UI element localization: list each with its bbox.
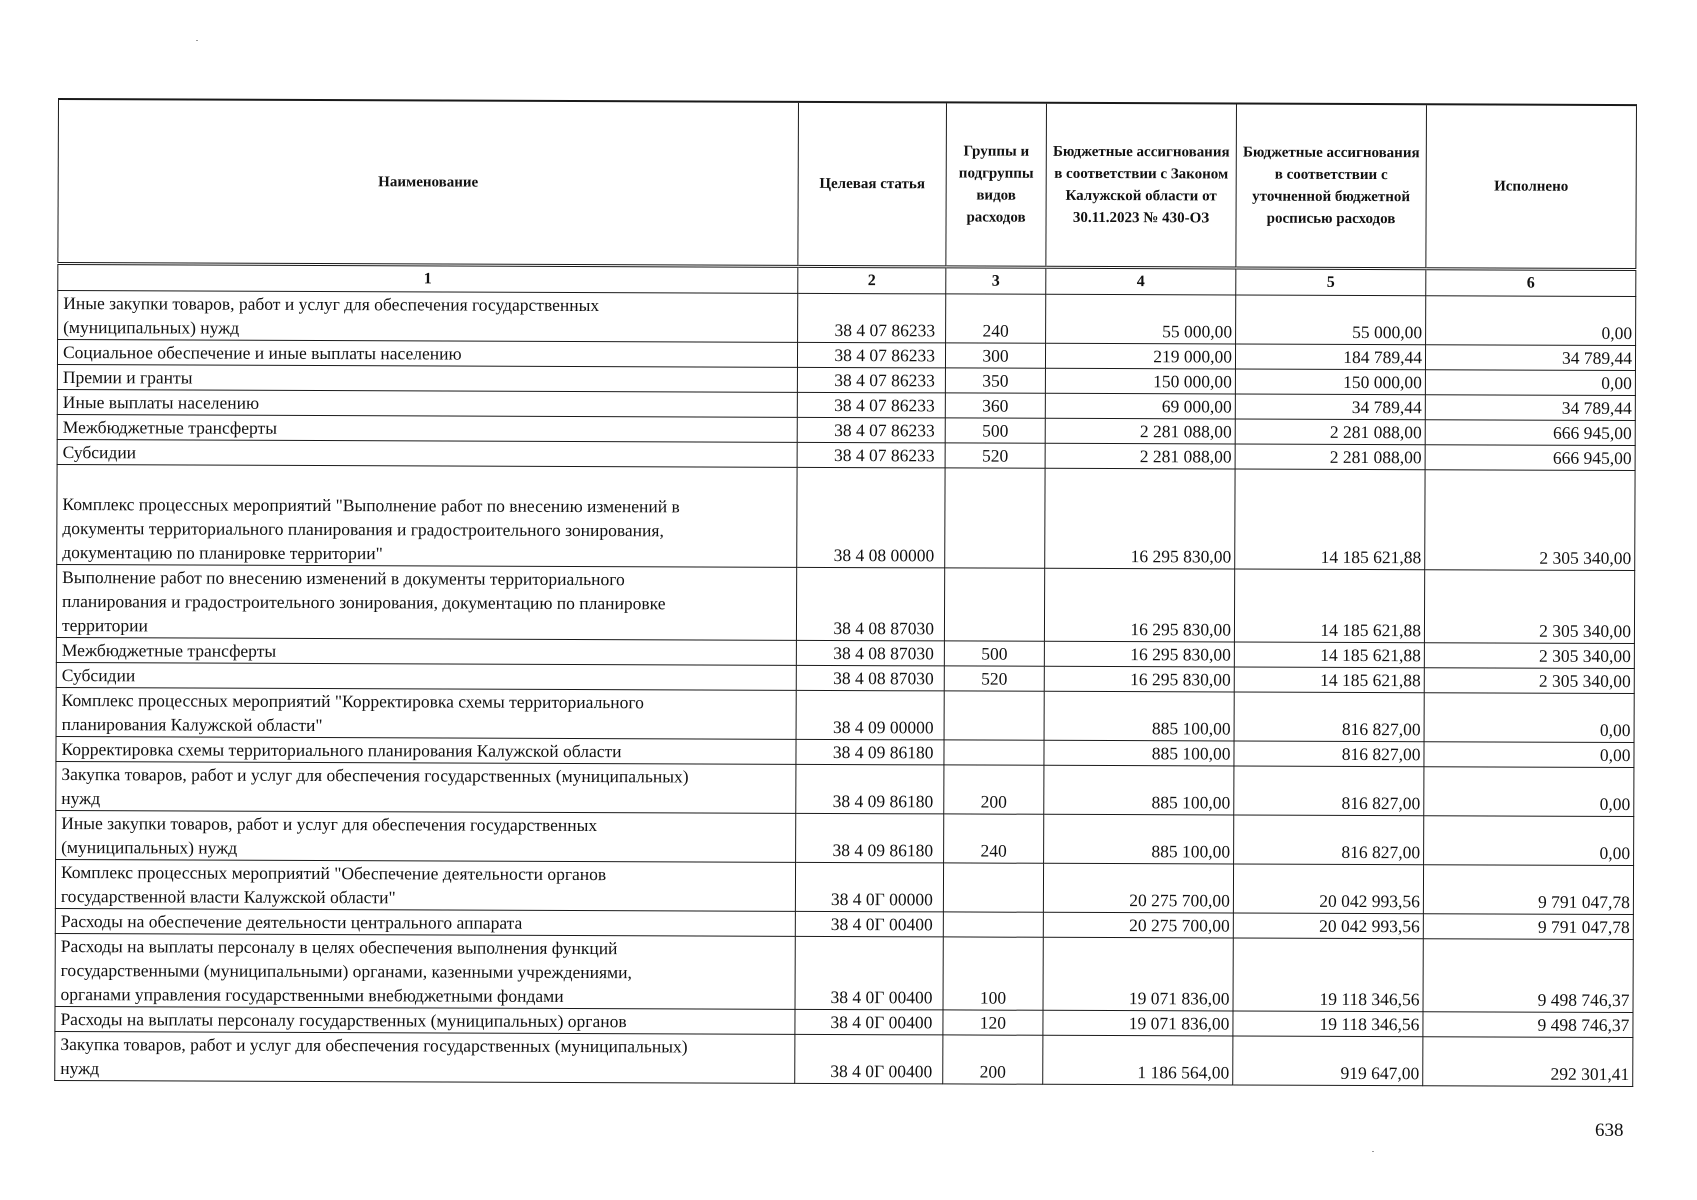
row-target-article: 38 4 09 86180 — [796, 739, 944, 765]
column-number: 4 — [1046, 267, 1236, 295]
header-executed: Исполнено — [1426, 104, 1637, 269]
row-name — [57, 414, 797, 442]
row-name-line: Расходы на выплаты персоналу в целях обеспечения выполнения функций — [60, 936, 618, 959]
table-row — [57, 464, 1635, 570]
row-name — [55, 908, 795, 936]
row-name — [56, 736, 796, 764]
row-expense-group: 520 — [945, 443, 1045, 468]
row-refined-allocation: 20 042 993,56 — [1233, 913, 1423, 939]
row-law-allocation: 16 295 830,00 — [1044, 666, 1234, 692]
row-name-line: органами управления государственными внебюджетными фондами — [60, 984, 564, 1006]
table-row — [56, 761, 1634, 816]
row-law-allocation: 885 100,00 — [1044, 691, 1234, 741]
row-name — [55, 1006, 795, 1034]
row-expense-group: 240 — [944, 814, 1044, 863]
row-expense-group — [944, 568, 1044, 641]
row-name-line: Расходы на обеспечение деятельности центрального аппарата — [60, 911, 523, 933]
row-name-line: Комплекс процессных мероприятий "Выполнение работ по внесению изменений в — [62, 494, 680, 517]
row-target-article: 38 4 07 86233 — [797, 442, 945, 468]
scan-speck — [196, 40, 198, 41]
row-refined-allocation: 55 000,00 — [1236, 295, 1426, 345]
row-expense-group: 240 — [946, 294, 1046, 343]
row-law-allocation: 19 071 836,00 — [1043, 1010, 1233, 1036]
row-law-allocation: 20 275 700,00 — [1043, 863, 1233, 913]
row-law-allocation: 885 100,00 — [1044, 740, 1234, 766]
row-expense-group: 200 — [944, 765, 1044, 814]
header-target-article: Целевая статья — [798, 102, 947, 267]
row-target-article: 38 4 09 86180 — [796, 813, 944, 863]
table-row — [55, 1031, 1633, 1086]
row-name — [55, 1031, 795, 1083]
row-law-allocation: 19 071 836,00 — [1043, 937, 1233, 1011]
table-row — [55, 859, 1633, 914]
row-refined-allocation: 816 827,00 — [1234, 741, 1424, 767]
row-refined-allocation: 816 827,00 — [1234, 692, 1424, 742]
row-name — [58, 291, 798, 343]
row-name-line: Иные закупки товаров, работ и услуг для обеспечения государственных — [61, 813, 598, 836]
header-name: Наименование — [58, 99, 799, 266]
row-law-allocation: 16 295 830,00 — [1045, 468, 1235, 569]
row-name-line: Межбюджетные трансферты — [61, 640, 277, 661]
row-expense-group: 300 — [945, 343, 1045, 368]
row-law-allocation: 2 281 088,00 — [1045, 443, 1235, 469]
row-expense-group: 500 — [944, 641, 1044, 666]
row-target-article: 38 4 0Г 00400 — [795, 911, 943, 937]
page-number: 638 — [1595, 1120, 1624, 1141]
table-row — [55, 933, 1633, 1012]
row-law-allocation: 2 281 088,00 — [1045, 418, 1235, 444]
row-name — [57, 364, 797, 392]
row-executed: 0,00 — [1424, 816, 1634, 866]
row-executed: 34 789,44 — [1425, 345, 1635, 371]
row-executed: 9 791 047,78 — [1423, 914, 1633, 940]
row-refined-allocation: 34 789,44 — [1235, 394, 1425, 420]
row-name-line: Социальное обеспечение и иные выплаты населению — [62, 342, 462, 364]
row-target-article: 38 4 07 86233 — [797, 392, 945, 418]
row-expense-group: 200 — [943, 1035, 1043, 1084]
row-name — [57, 340, 797, 368]
row-expense-group: 520 — [944, 666, 1044, 691]
row-law-allocation: 20 275 700,00 — [1043, 912, 1233, 938]
row-target-article: 38 4 07 86233 — [797, 367, 945, 393]
table-row — [58, 291, 1636, 346]
row-name — [56, 637, 796, 665]
row-executed: 292 301,41 — [1423, 1037, 1633, 1087]
row-expense-group — [944, 691, 1044, 740]
row-target-article: 38 4 0Г 00400 — [795, 936, 943, 1010]
row-target-article: 38 4 08 87030 — [796, 640, 944, 666]
row-refined-allocation: 2 281 088,00 — [1235, 419, 1425, 445]
row-name-line: Субсидии — [62, 442, 137, 463]
row-name — [55, 933, 795, 1009]
row-name — [56, 687, 796, 739]
row-law-allocation: 55 000,00 — [1046, 294, 1236, 344]
row-refined-allocation: 14 185 621,88 — [1234, 569, 1424, 643]
row-name-line: государственными (муниципальными) органами, казенными учреждениями, — [60, 960, 632, 983]
budget-table-page — [54, 98, 1636, 1087]
row-executed: 2 305 340,00 — [1425, 470, 1635, 571]
table-row — [56, 810, 1634, 865]
row-expense-group: 360 — [945, 393, 1045, 418]
row-target-article: 38 4 08 87030 — [796, 567, 944, 641]
row-refined-allocation: 14 185 621,88 — [1235, 469, 1425, 570]
row-expense-group — [944, 740, 1044, 765]
row-law-allocation: 885 100,00 — [1044, 765, 1234, 815]
row-expense-group — [943, 863, 1043, 912]
row-name — [56, 564, 796, 640]
row-refined-allocation: 19 118 346,56 — [1233, 938, 1423, 1012]
row-law-allocation: 219 000,00 — [1045, 343, 1235, 369]
row-target-article: 38 4 0Г 00400 — [795, 1009, 943, 1035]
row-name — [57, 439, 797, 467]
row-executed: 2 305 340,00 — [1424, 570, 1634, 644]
row-refined-allocation: 19 118 346,56 — [1233, 1011, 1423, 1037]
header-refined-allocations: Бюджетные ассигнования в соответствии с уточненной бюджетной росписью расходов — [1236, 104, 1427, 269]
row-name-line: Выполнение работ по внесению изменений в документы территориального — [62, 567, 625, 590]
row-name — [56, 810, 796, 862]
row-name-line: Межбюджетные трансферты — [62, 417, 278, 438]
column-number: 6 — [1426, 269, 1636, 297]
row-law-allocation: 150 000,00 — [1045, 368, 1235, 394]
row-refined-allocation: 20 042 993,56 — [1233, 864, 1423, 914]
row-executed: 0,00 — [1424, 767, 1634, 817]
row-name-line: документы территориального планирования и градостроительного зонирования, — [62, 518, 664, 541]
row-refined-allocation: 816 827,00 — [1234, 766, 1424, 816]
row-executed: 666 945,00 — [1425, 420, 1635, 446]
row-name-line: (муниципальных) нужд — [61, 837, 238, 858]
row-name-line: (муниципальных) нужд — [63, 317, 240, 338]
row-name-line: Субсидии — [61, 665, 136, 686]
budget-execution-table — [54, 98, 1637, 1087]
row-executed: 9 498 746,37 — [1423, 939, 1633, 1013]
row-executed: 0,00 — [1425, 370, 1635, 396]
row-executed: 34 789,44 — [1425, 395, 1635, 421]
header-row — [58, 99, 1637, 270]
row-name-line: Премии и гранты — [62, 367, 193, 388]
row-target-article: 38 4 0Г 00400 — [795, 1034, 943, 1084]
scan-speck — [1372, 1151, 1374, 1152]
row-name-line: государственной власти Калужской области" — [60, 886, 396, 908]
row-name-line: Иные выплаты населению — [62, 392, 260, 413]
row-refined-allocation: 816 827,00 — [1234, 815, 1424, 865]
row-target-article: 38 4 0Г 00000 — [795, 862, 943, 912]
row-name — [56, 761, 796, 813]
row-executed: 9 791 047,78 — [1423, 865, 1633, 915]
table-body — [55, 291, 1636, 1087]
row-name-line: Корректировка схемы территориального планирования Калужской области — [61, 739, 622, 762]
row-target-article: 38 4 09 00000 — [796, 690, 944, 740]
row-name-line: Закупка товаров, работ и услуг для обеспечения государственных (муниципальных) — [60, 1034, 688, 1057]
row-refined-allocation: 2 281 088,00 — [1235, 444, 1425, 470]
row-executed: 0,00 — [1426, 296, 1636, 346]
row-name-line: нужд — [60, 1058, 100, 1079]
row-name-line: Иные закупки товаров, работ и услуг для обеспечения государственных — [63, 293, 600, 316]
row-target-article: 38 4 09 86180 — [796, 764, 944, 814]
row-name-line: территории — [61, 615, 148, 636]
column-number: 2 — [798, 266, 946, 294]
row-law-allocation: 69 000,00 — [1045, 393, 1235, 419]
row-executed: 0,00 — [1424, 742, 1634, 768]
row-refined-allocation: 150 000,00 — [1235, 369, 1425, 395]
row-executed: 0,00 — [1424, 693, 1634, 743]
row-expense-group: 120 — [943, 1010, 1043, 1035]
row-name — [57, 464, 797, 567]
column-number: 5 — [1236, 268, 1426, 296]
row-executed: 9 498 746,37 — [1423, 1012, 1633, 1038]
column-number: 3 — [946, 267, 1046, 294]
header-law-allocations: Бюджетные ассигнования в соответствии с Законом Калужской области от 30.11.2023 № 430-ОЗ — [1046, 103, 1237, 268]
row-refined-allocation: 184 789,44 — [1235, 344, 1425, 370]
table-row — [56, 687, 1634, 742]
row-target-article: 38 4 08 00000 — [797, 467, 945, 568]
table-row — [56, 564, 1634, 643]
row-target-article: 38 4 07 86233 — [797, 342, 945, 368]
row-expense-group — [943, 912, 1043, 937]
row-refined-allocation: 14 185 621,88 — [1234, 667, 1424, 693]
row-name — [57, 389, 797, 417]
row-target-article: 38 4 07 86233 — [797, 417, 945, 443]
row-name-line: планирования Калужской области" — [61, 714, 323, 736]
row-executed: 2 305 340,00 — [1424, 668, 1634, 694]
row-law-allocation: 885 100,00 — [1044, 814, 1234, 864]
row-name-line: Расходы на выплаты персоналу государственных (муниципальных) органов — [60, 1009, 627, 1032]
row-refined-allocation: 14 185 621,88 — [1234, 642, 1424, 668]
row-expense-group: 100 — [943, 937, 1043, 1010]
row-law-allocation: 1 186 564,00 — [1043, 1035, 1233, 1085]
row-name — [56, 662, 796, 690]
row-law-allocation: 16 295 830,00 — [1044, 568, 1234, 642]
row-name-line: планирования и градостроительного зонирования, документацию по планировке — [62, 591, 666, 614]
header-expense-groups: Группы и подгруппы видов расходов — [946, 102, 1047, 267]
row-target-article: 38 4 07 86233 — [798, 293, 946, 343]
row-executed: 2 305 340,00 — [1424, 643, 1634, 669]
column-number: 1 — [58, 264, 798, 294]
row-refined-allocation: 919 647,00 — [1233, 1036, 1423, 1086]
row-name-line: Комплекс процессных мероприятий "Корректировка схемы территориального — [61, 690, 644, 713]
row-executed: 666 945,00 — [1425, 445, 1635, 471]
row-name — [55, 859, 795, 911]
row-expense-group: 350 — [945, 368, 1045, 393]
row-name-line: документацию по планировке территории" — [62, 542, 383, 564]
row-name-line: Закупка товаров, работ и услуг для обеспечения государственных (муниципальных) — [61, 764, 689, 787]
row-expense-group — [945, 468, 1045, 568]
row-expense-group: 500 — [945, 418, 1045, 443]
row-name-line: Комплекс процессных мероприятий "Обеспечение деятельности органов — [60, 862, 607, 885]
row-target-article: 38 4 08 87030 — [796, 665, 944, 691]
row-law-allocation: 16 295 830,00 — [1044, 641, 1234, 667]
row-name-line: нужд — [61, 788, 101, 809]
